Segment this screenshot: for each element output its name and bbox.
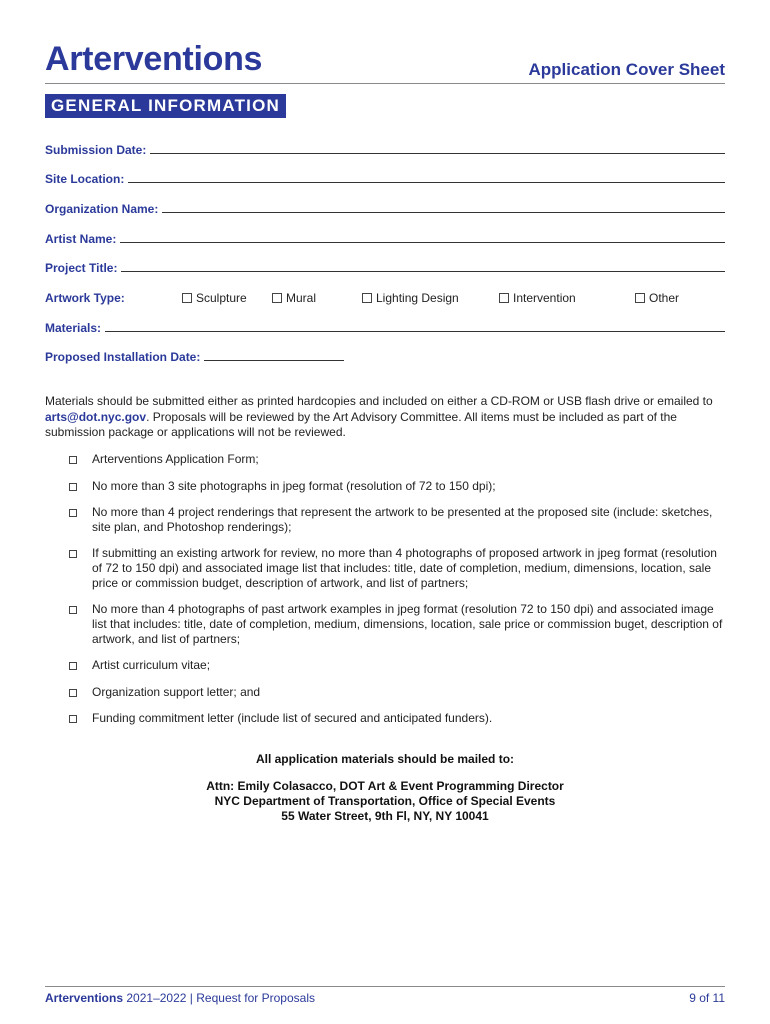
artwork-type-row (45, 291, 725, 307)
artwork-type-label: Artwork Type: (45, 291, 125, 305)
requirement-item: No more than 3 site photographs in jpeg format (resolution of 72 to 150 dpi); (69, 479, 725, 494)
checkbox-icon[interactable] (69, 550, 77, 558)
mailing-address: 55 Water Street, 9th Fl, NY, NY 10041 (281, 809, 489, 823)
checkbox-icon[interactable] (499, 293, 509, 303)
artwork-option-intervention[interactable]: Intervention (499, 291, 576, 305)
requirement-item: If submitting an existing artwork for review, no more than 4 photographs of proposed artwork in jpeg format (resolution of 72 to 150 dpi) and associated image list that includes: title, date of completion, medium, dimensions, location, sale price or commission budget, description of artwork, and list of partners; (69, 546, 725, 591)
artwork-option-mural[interactable]: Mural (272, 291, 316, 305)
header-divider (45, 83, 725, 84)
site-location-field[interactable] (45, 172, 725, 186)
arterventions-logo: Arterventions (45, 40, 263, 78)
submission-date-field[interactable] (45, 143, 725, 157)
checkbox-icon[interactable] (69, 715, 77, 723)
requirement-item: No more than 4 photographs of past artwork examples in jpeg format (resolution 72 to 150 dpi) and associated image list that includes: title, date of completion, medium, dimensions, location, sale price or commission buget, description of artwork, and list of partners; (69, 602, 725, 647)
section-heading: GENERAL INFORMATION (45, 94, 286, 118)
site-location-label: Site Location: (45, 172, 125, 186)
proposed-installation-date-label: Proposed Installation Date: (45, 350, 201, 364)
site-location-input-line[interactable] (128, 172, 725, 183)
mailing-heading: All application materials should be mailed to: (255, 752, 515, 766)
checkbox-icon[interactable] (182, 293, 192, 303)
artist-name-field[interactable] (45, 232, 725, 246)
materials-label: Materials: (45, 321, 102, 335)
proposed-installation-date-field[interactable] (45, 350, 725, 364)
mailing-attn: Attn: Emily Colasacco, DOT Art & Event Programming Director (206, 779, 564, 793)
checkbox-icon[interactable] (69, 606, 77, 614)
checkbox-icon[interactable] (69, 483, 77, 491)
cover-sheet-page (45, 0, 725, 1024)
requirement-item: Artist curriculum vitae; (69, 658, 725, 673)
footer-separator: | (189, 991, 193, 1005)
checkbox-icon[interactable] (69, 689, 77, 697)
checkbox-icon[interactable] (362, 293, 372, 303)
requirement-item: Arterventions Application Form; (69, 452, 725, 467)
artwork-option-lighting-design[interactable]: Lighting Design (362, 291, 459, 305)
page-title: Application Cover Sheet (528, 60, 725, 79)
materials-input-line[interactable] (105, 321, 725, 332)
footer-doc-name: Request for Proposals (196, 991, 315, 1005)
artist-name-input-line[interactable] (120, 232, 725, 243)
artwork-option-sculpture[interactable]: Sculpture (182, 291, 247, 305)
project-title-input-line[interactable] (121, 261, 725, 272)
footer-title (45, 991, 315, 1005)
submission-date-label: Submission Date: (45, 143, 147, 157)
artwork-option-other[interactable]: Other (635, 291, 679, 305)
checkbox-icon[interactable] (635, 293, 645, 303)
page-number: 9 of 11 (689, 991, 725, 1005)
submission-date-input-line[interactable] (150, 143, 725, 154)
requirement-item: No more than 4 project renderings that represent the artwork to be presented at the proposed site (include: sketches, site plan, and Photoshop renderings); (69, 505, 725, 535)
organization-name-field[interactable] (45, 202, 725, 216)
materials-field[interactable] (45, 321, 725, 335)
organization-name-input-line[interactable] (162, 202, 725, 213)
proposed-installation-date-input-line[interactable] (204, 350, 344, 361)
organization-name-label: Organization Name: (45, 202, 159, 216)
email-link[interactable]: arts@dot.nyc.gov (45, 409, 147, 424)
submission-instructions: Materials should be submitted either as printed hardcopies and included on either a CD-ROM or USB flash drive or emailed to arts@dot.nyc.gov. Proposals will be reviewed by the Art Advisory Committee. All items must be included as part of the submission package or applications will not be reviewed. (45, 394, 713, 439)
footer-years: 2021–2022 (126, 991, 187, 1005)
mailing-org: NYC Department of Transportation, Office of Special Events (214, 794, 556, 808)
requirement-item: Funding commitment letter (include list of secured and anticipated funders). (69, 711, 725, 726)
checkbox-icon[interactable] (69, 662, 77, 670)
checkbox-icon[interactable] (69, 456, 77, 464)
footer-brand: Arterventions (45, 991, 124, 1005)
checkbox-icon[interactable] (69, 509, 77, 517)
checkbox-icon[interactable] (272, 293, 282, 303)
project-title-field[interactable] (45, 261, 725, 275)
footer-divider (45, 986, 725, 987)
requirement-item: Organization support letter; and (69, 685, 725, 700)
project-title-label: Project Title: (45, 261, 118, 275)
artist-name-label: Artist Name: (45, 232, 117, 246)
